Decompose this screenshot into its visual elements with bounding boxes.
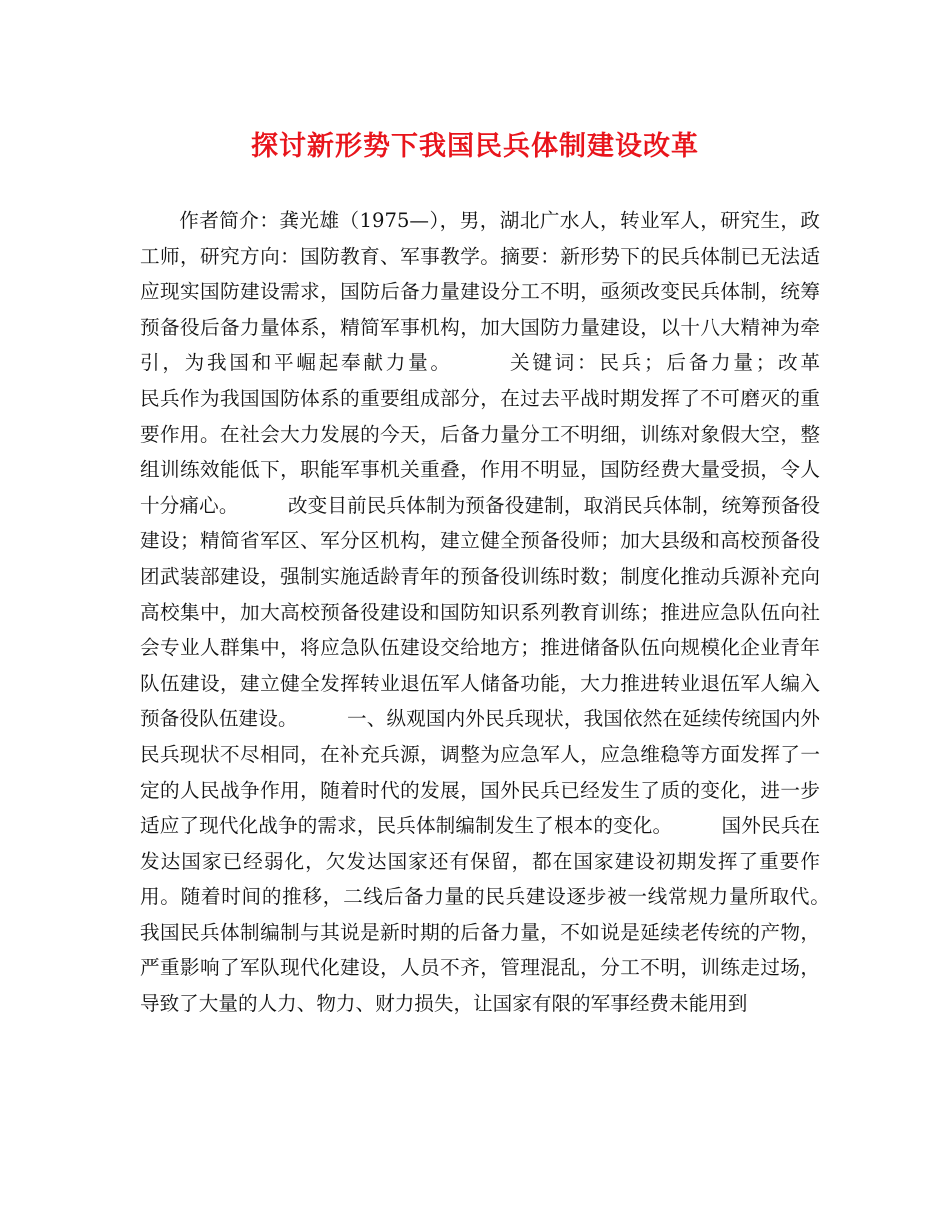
document-body-paragraph: 作者简介：龚光雄（1975—），男，湖北广水人，转业军人，研究生，政工师，研究方向：国防教育、军事教学。摘要：新形势下的民兵体制已无法适应现实国防建设需求，国防后备力量建设分工不明，亟须改变民兵体制，统筹预备役后备力量体系，精简军事机构，加大国防力量建设，以十八大精神为牵引，为我国和平崛起奉献力量。 关键词：民兵；后备力量；改革 民兵作为我国国防体系的重要组成部分，在过去平战时期发挥了不可磨灭的重要作用。在社会大力发展的今天，后备力量分工不明细，训练对象假大空，整组训练效能低下，职能军事机关重叠，作用不明显，国防经费大量受损，令人十分痛心。 改变目前民兵体制为预备役建制，取消民兵体制，统筹预备役建设；精简省军区、军分区机构，建立健全预备役师；加大县级和高校预备役团武装部建设，强制实施适龄青年的预备役训练时数；制度化推动兵源补充向高校集中，加大高校预备役建设和国防知识系列教育训练；推进应急队伍向社会专业人群集中，将应急队伍建设交给地方；推进储备队伍向规模化企业青年队伍建设，建立健全发挥转业退伍军人储备功能，大力推进转业退伍军人编入预备役队伍建设。 一、纵观国内外民兵现状，我国依然在延续传统国内外民兵现状不尽相同，在补充兵源，调整为应急军人，应急维稳等方面发挥了一定的人民战争作用，随着时代的发展，国外民兵已经发生了质的变化，进一步适应了现代化战争的需求，民兵体制编制发生了根本的变化。 国外民兵在发达国家已经弱化，欠发达国家还有保留，都在国家建设初期发挥了重要作用。随着时间的推移，二线后备力量的民兵建设逐步被一线常规力量所取代。 我国民兵体制编制与其说是新时期的后备力量，不如说是延续老传统的产物，严重影响了军队现代化建设，人员不齐，管理混乱，分工不明，训练走过场，导致了大量的人力、物力、财力损失，让国家有限的军事经费未能用到 bbox=[140, 209, 918, 1016]
document-title: 探讨新形势下我国民兵体制建设改革 bbox=[251, 131, 699, 162]
